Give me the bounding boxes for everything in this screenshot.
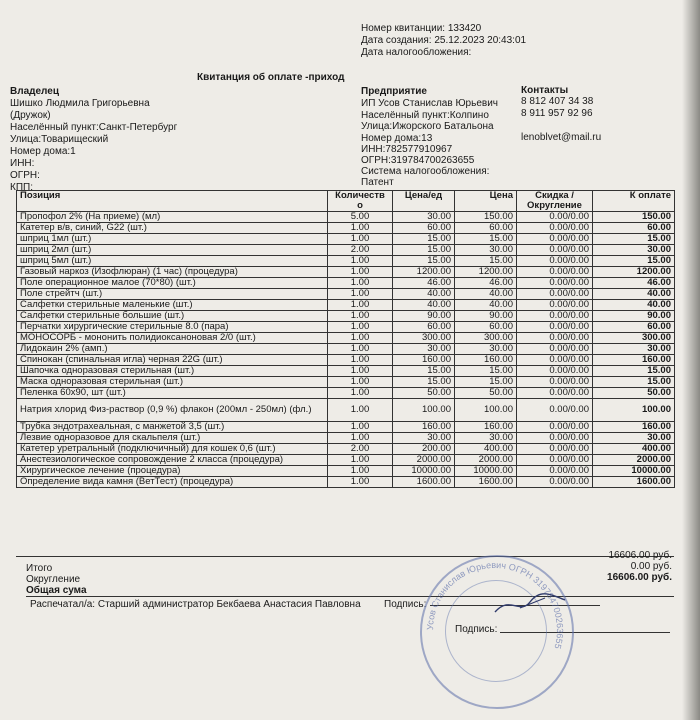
company-heading: Предприятие bbox=[361, 86, 427, 97]
owner-line: Улица:Товарищеский bbox=[10, 134, 109, 145]
cell-position-name: Поле операционное малое (70*80) (шт.) bbox=[17, 278, 328, 289]
cell-position-name: Маска одноразовая стерильная (шт.) bbox=[17, 377, 328, 388]
cell-amount: 30.00 bbox=[455, 344, 517, 355]
cell-discount: 0.00/0.00 bbox=[517, 212, 593, 223]
receipt-tax-date: Дата налогообложения: bbox=[361, 47, 472, 58]
cell-unit-price: 10000.00 bbox=[393, 466, 455, 477]
cell-discount: 0.00/0.00 bbox=[517, 322, 593, 333]
cell-total: 60.00 bbox=[593, 322, 675, 333]
cell-position-name: Хирургическое лечение (процедура) bbox=[17, 466, 328, 477]
table-row bbox=[17, 477, 675, 488]
cell-position-name: шприц 5мл (шт.) bbox=[17, 256, 328, 267]
cell-position-name: Определение вида камня (ВетТест) (процедура) bbox=[17, 477, 328, 488]
cell-qty: 1.00 bbox=[328, 267, 393, 278]
cell-amount: 400.00 bbox=[455, 444, 517, 455]
table-header-row bbox=[17, 191, 675, 212]
cell-qty: 1.00 bbox=[328, 256, 393, 267]
cell-amount: 90.00 bbox=[455, 311, 517, 322]
table-row bbox=[17, 311, 675, 322]
cell-position-name: Спинокан (спинальная игла) черная 22G (шт.) bbox=[17, 355, 328, 366]
receipt-number: Номер квитанции: 133420 bbox=[361, 23, 482, 34]
cell-qty: 1.00 bbox=[328, 311, 393, 322]
subtotal-label: Итого bbox=[26, 563, 53, 574]
cell-total: 1200.00 bbox=[593, 267, 675, 278]
col-position: Позиция bbox=[17, 191, 328, 212]
cell-unit-price: 1600.00 bbox=[393, 477, 455, 488]
cell-amount: 60.00 bbox=[455, 322, 517, 333]
cell-discount: 0.00/0.00 bbox=[517, 245, 593, 256]
cell-discount: 0.00/0.00 bbox=[517, 422, 593, 433]
cell-discount: 0.00/0.00 bbox=[517, 333, 593, 344]
cell-unit-price: 50.00 bbox=[393, 388, 455, 399]
cell-unit-price: 40.00 bbox=[393, 300, 455, 311]
cell-unit-price: 46.00 bbox=[393, 278, 455, 289]
cell-discount: 0.00/0.00 bbox=[517, 388, 593, 399]
contacts-heading: Контакты bbox=[521, 85, 569, 96]
cell-unit-price: 300.00 bbox=[393, 333, 455, 344]
col-amount: Цена bbox=[455, 191, 517, 212]
cell-qty: 1.00 bbox=[328, 466, 393, 477]
cell-unit-price: 160.00 bbox=[393, 422, 455, 433]
cell-position-name: Анестезиологическое сопровождение 2 класса (процедура) bbox=[17, 455, 328, 466]
cell-qty: 1.00 bbox=[328, 455, 393, 466]
table-row bbox=[17, 322, 675, 333]
printed-by: Распечатал/а: Старший администратор Бекбаева Анастасия Павловна bbox=[30, 599, 361, 610]
cell-qty: 1.00 bbox=[328, 223, 393, 234]
owner-line: ОГРН: bbox=[10, 170, 40, 181]
cell-qty: 2.00 bbox=[328, 444, 393, 455]
cell-qty: 1.00 bbox=[328, 366, 393, 377]
contact-email: lenoblvet@mail.ru bbox=[521, 132, 602, 143]
cell-amount: 40.00 bbox=[455, 300, 517, 311]
table-row bbox=[17, 278, 675, 289]
table-row bbox=[17, 422, 675, 433]
total-value: 16606.00 руб. bbox=[607, 572, 672, 583]
cell-position-name: Газовый наркоз (Изофлюран) (1 час) (процедура) bbox=[17, 267, 328, 278]
cell-unit-price: 15.00 bbox=[393, 245, 455, 256]
cell-discount: 0.00/0.00 bbox=[517, 444, 593, 455]
cell-amount: 1200.00 bbox=[455, 267, 517, 278]
cell-discount: 0.00/0.00 bbox=[517, 455, 593, 466]
cell-total: 150.00 bbox=[593, 212, 675, 223]
cell-unit-price: 1200.00 bbox=[393, 267, 455, 278]
cell-unit-price: 160.00 bbox=[393, 355, 455, 366]
cell-amount: 30.00 bbox=[455, 433, 517, 444]
company-line: ИП Усов Станислав Юрьевич bbox=[361, 98, 498, 109]
company-line: Патент bbox=[361, 177, 394, 188]
cell-total: 30.00 bbox=[593, 344, 675, 355]
table-row bbox=[17, 234, 675, 245]
cell-amount: 15.00 bbox=[455, 256, 517, 267]
cell-total: 15.00 bbox=[593, 366, 675, 377]
receipt-created-date: Дата создания: 25.12.2023 20:43:01 bbox=[361, 35, 527, 46]
cell-discount: 0.00/0.00 bbox=[517, 256, 593, 267]
cell-total: 40.00 bbox=[593, 289, 675, 300]
cell-unit-price: 60.00 bbox=[393, 223, 455, 234]
cell-qty: 2.00 bbox=[328, 245, 393, 256]
col-unit-price: Цена/ед bbox=[393, 191, 455, 212]
cell-total: 50.00 bbox=[593, 388, 675, 399]
cell-unit-price: 60.00 bbox=[393, 322, 455, 333]
cell-discount: 0.00/0.00 bbox=[517, 300, 593, 311]
cell-position-name: шприц 2мл (шт.) bbox=[17, 245, 328, 256]
cell-discount: 0.00/0.00 bbox=[517, 344, 593, 355]
cell-qty: 1.00 bbox=[328, 377, 393, 388]
cell-position-name: Лидокаин 2% (амп.) bbox=[17, 344, 328, 355]
col-qty: Количеств о bbox=[328, 191, 393, 212]
cell-amount: 30.00 bbox=[455, 245, 517, 256]
owner-line: ИНН: bbox=[10, 158, 35, 169]
cell-discount: 0.00/0.00 bbox=[517, 234, 593, 245]
cell-total: 160.00 bbox=[593, 422, 675, 433]
col-discount: Скидка / Округление bbox=[517, 191, 593, 212]
table-row bbox=[17, 289, 675, 300]
cell-position-name: Лезвие одноразовое для скальпеля (шт.) bbox=[17, 433, 328, 444]
cell-total: 30.00 bbox=[593, 433, 675, 444]
cell-amount: 15.00 bbox=[455, 366, 517, 377]
cell-amount: 2000.00 bbox=[455, 455, 517, 466]
owner-line: КПП: bbox=[10, 182, 33, 193]
cell-amount: 300.00 bbox=[455, 333, 517, 344]
cell-total: 15.00 bbox=[593, 256, 675, 267]
signature-label: Подпись: bbox=[384, 599, 427, 610]
cell-amount: 50.00 bbox=[455, 388, 517, 399]
cell-amount: 60.00 bbox=[455, 223, 517, 234]
cell-position-name: Пеленка 60х90, шт (шт.) bbox=[17, 388, 328, 399]
owner-line: Номер дома:1 bbox=[10, 146, 76, 157]
owner-line: Населённый пункт:Санкт-Петербург bbox=[10, 122, 178, 133]
cell-unit-price: 100.00 bbox=[393, 399, 455, 422]
company-line: Номер дома:13 bbox=[361, 133, 433, 144]
receipt-title: Квитанция об оплате -приход bbox=[197, 72, 345, 83]
company-line: Улица:Ижорского Батальона bbox=[361, 121, 494, 132]
table-row bbox=[17, 377, 675, 388]
cell-position-name: Трубка эндотрахеальная, с манжетой 3,5 (шт.) bbox=[17, 422, 328, 433]
cell-qty: 1.00 bbox=[328, 422, 393, 433]
cell-total: 60.00 bbox=[593, 223, 675, 234]
cell-total: 90.00 bbox=[593, 311, 675, 322]
cell-qty: 1.00 bbox=[328, 333, 393, 344]
table-row bbox=[17, 355, 675, 366]
cell-total: 10000.00 bbox=[593, 466, 675, 477]
cell-amount: 150.00 bbox=[455, 212, 517, 223]
rounding-value: 0.00 руб. bbox=[630, 561, 672, 572]
cell-total: 40.00 bbox=[593, 300, 675, 311]
cell-amount: 160.00 bbox=[455, 355, 517, 366]
cell-total: 400.00 bbox=[593, 444, 675, 455]
cell-amount: 10000.00 bbox=[455, 466, 517, 477]
cell-unit-price: 15.00 bbox=[393, 234, 455, 245]
owner-heading: Владелец bbox=[10, 86, 59, 97]
stamp-text-ring bbox=[420, 555, 570, 705]
table-row bbox=[17, 466, 675, 477]
cell-qty: 1.00 bbox=[328, 399, 393, 422]
cell-unit-price: 15.00 bbox=[393, 377, 455, 388]
company-line: Населённый пункт:Колпино bbox=[361, 110, 489, 121]
table-row bbox=[17, 433, 675, 444]
cell-qty: 1.00 bbox=[328, 278, 393, 289]
owner-line: (Дружок) bbox=[10, 110, 51, 121]
cell-unit-price: 15.00 bbox=[393, 366, 455, 377]
cell-unit-price: 2000.00 bbox=[393, 455, 455, 466]
contact-phone: 8 812 407 34 38 bbox=[521, 96, 594, 107]
table-row bbox=[17, 333, 675, 344]
table-row bbox=[17, 455, 675, 466]
cell-position-name: Поле стрейтч (шт.) bbox=[17, 289, 328, 300]
cell-position-name: Пропофол 2% (На приеме) (мл) bbox=[17, 212, 328, 223]
company-line: Система налогообложения: bbox=[361, 166, 490, 177]
cell-position-name: Катетер уретральный (подключичный) для кошек 0,6 (шт.) bbox=[17, 444, 328, 455]
cell-discount: 0.00/0.00 bbox=[517, 355, 593, 366]
cell-amount: 100.00 bbox=[455, 399, 517, 422]
company-line: ОГРН:319784700263655 bbox=[361, 155, 475, 166]
cell-position-name: шприц 1мл (шт.) bbox=[17, 234, 328, 245]
table-row bbox=[17, 223, 675, 234]
table-row bbox=[17, 388, 675, 399]
cell-discount: 0.00/0.00 bbox=[517, 466, 593, 477]
cell-position-name: Салфетки стерильные маленькие (шт.) bbox=[17, 300, 328, 311]
table-row bbox=[17, 212, 675, 223]
page-edge-shadow bbox=[682, 0, 700, 720]
cell-qty: 1.00 bbox=[328, 322, 393, 333]
owner-line: Шишко Людмила Григорьевна bbox=[10, 98, 150, 109]
cell-unit-price: 15.00 bbox=[393, 256, 455, 267]
cell-total: 100.00 bbox=[593, 399, 675, 422]
cell-position-name: Салфетки стерильные большие (шт.) bbox=[17, 311, 328, 322]
cell-total: 160.00 bbox=[593, 355, 675, 366]
cell-position-name: Катетер в/в, синий, G22 (шт.) bbox=[17, 223, 328, 234]
table-row bbox=[17, 399, 675, 422]
contact-phone: 8 911 957 92 96 bbox=[521, 108, 593, 119]
cell-unit-price: 30.00 bbox=[393, 433, 455, 444]
cell-qty: 1.00 bbox=[328, 300, 393, 311]
cell-total: 30.00 bbox=[593, 245, 675, 256]
cell-total: 300.00 bbox=[593, 333, 675, 344]
cell-discount: 0.00/0.00 bbox=[517, 289, 593, 300]
cell-position-name: МОНОСОРБ - мононить полидиоксаноновая 2/0 (шт.) bbox=[17, 333, 328, 344]
cell-position-name: Натрия хлорид Физ-раствор (0,9 %) флакон (200мл - 250мл) (фл.) bbox=[17, 399, 328, 422]
cell-discount: 0.00/0.00 bbox=[517, 278, 593, 289]
cell-amount: 46.00 bbox=[455, 278, 517, 289]
col-total: К оплате bbox=[593, 191, 675, 212]
company-line: ИНН:782577910967 bbox=[361, 144, 453, 155]
cell-amount: 160.00 bbox=[455, 422, 517, 433]
cell-amount: 15.00 bbox=[455, 234, 517, 245]
cell-amount: 15.00 bbox=[455, 377, 517, 388]
cell-discount: 0.00/0.00 bbox=[517, 433, 593, 444]
cell-qty: 1.00 bbox=[328, 344, 393, 355]
cell-discount: 0.00/0.00 bbox=[517, 399, 593, 422]
table-row bbox=[17, 366, 675, 377]
cell-discount: 0.00/0.00 bbox=[517, 311, 593, 322]
table-row bbox=[17, 256, 675, 267]
cell-discount: 0.00/0.00 bbox=[517, 223, 593, 234]
cell-total: 1600.00 bbox=[593, 477, 675, 488]
cell-qty: 1.00 bbox=[328, 388, 393, 399]
cell-unit-price: 30.00 bbox=[393, 212, 455, 223]
cell-total: 15.00 bbox=[593, 377, 675, 388]
cell-unit-price: 30.00 bbox=[393, 344, 455, 355]
table-row bbox=[17, 344, 675, 355]
table-row bbox=[17, 300, 675, 311]
cell-amount: 40.00 bbox=[455, 289, 517, 300]
cell-qty: 1.00 bbox=[328, 355, 393, 366]
cell-discount: 0.00/0.00 bbox=[517, 366, 593, 377]
cell-discount: 0.00/0.00 bbox=[517, 377, 593, 388]
table-row bbox=[17, 245, 675, 256]
cell-unit-price: 90.00 bbox=[393, 311, 455, 322]
totals-bottom-line bbox=[26, 596, 674, 597]
total-label: Общая сума bbox=[26, 585, 87, 596]
cell-position-name: Перчатки хирургические стерильные 8.0 (пара) bbox=[17, 322, 328, 333]
cell-qty: 1.00 bbox=[328, 289, 393, 300]
cell-qty: 1.00 bbox=[328, 234, 393, 245]
cell-total: 15.00 bbox=[593, 234, 675, 245]
cell-qty: 1.00 bbox=[328, 433, 393, 444]
subtotal-value: 16606.00 руб. bbox=[608, 550, 672, 561]
table-row bbox=[17, 444, 675, 455]
rounding-label: Округление bbox=[26, 574, 81, 585]
signature-label-2: Подпись: bbox=[455, 624, 498, 635]
cell-unit-price: 40.00 bbox=[393, 289, 455, 300]
table-row bbox=[17, 267, 675, 278]
cell-unit-price: 200.00 bbox=[393, 444, 455, 455]
cell-amount: 1600.00 bbox=[455, 477, 517, 488]
cell-position-name: Шапочка одноразовая стерильная (шт.) bbox=[17, 366, 328, 377]
positions-table bbox=[16, 190, 675, 488]
cell-total: 46.00 bbox=[593, 278, 675, 289]
cell-qty: 1.00 bbox=[328, 477, 393, 488]
cell-discount: 0.00/0.00 bbox=[517, 267, 593, 278]
cell-discount: 0.00/0.00 bbox=[517, 477, 593, 488]
cell-qty: 5.00 bbox=[328, 212, 393, 223]
cell-total: 2000.00 bbox=[593, 455, 675, 466]
stamp-text: Усов Станислав Юрьевич ОГРН 319784700263655 bbox=[424, 559, 566, 650]
signature-scribble bbox=[490, 590, 570, 620]
